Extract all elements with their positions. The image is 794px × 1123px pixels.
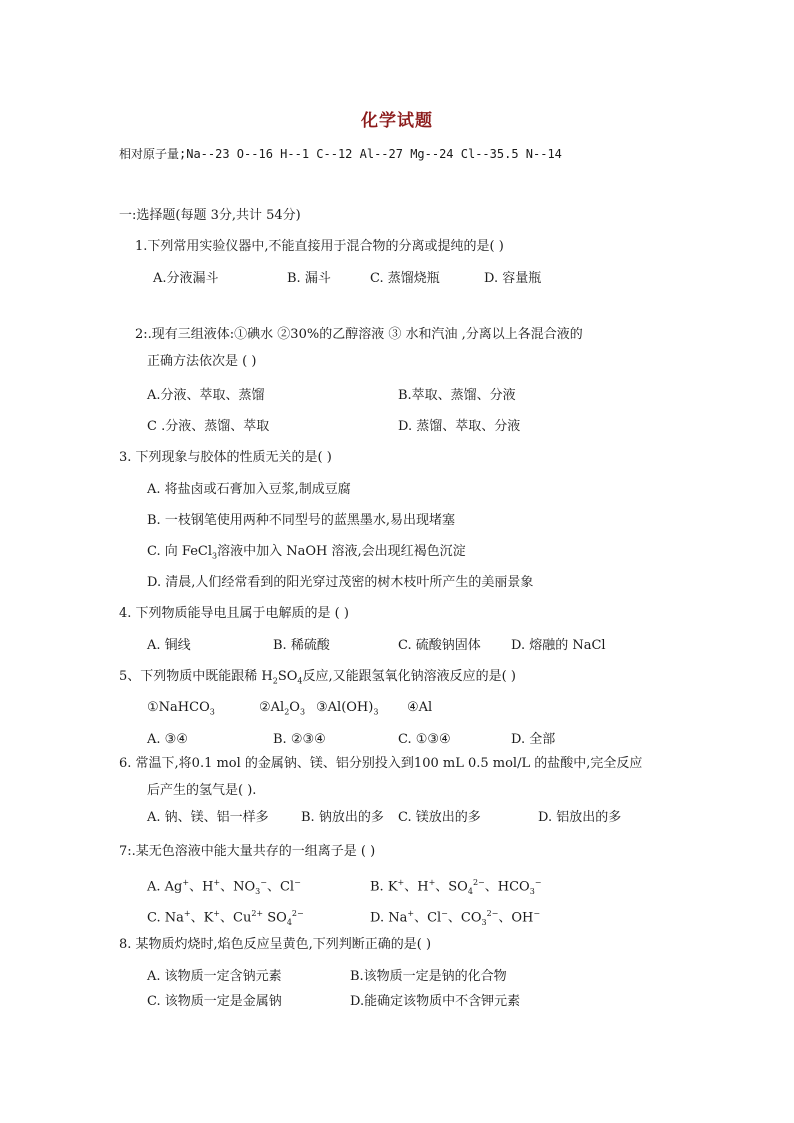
q2-option-a: A.分液、萃取、蒸馏 [147,388,265,403]
q1-option-d: D. 容量瓶 [484,271,542,286]
q6-option-d: D. 铝放出的多 [538,810,622,825]
q7-option-d: D. Na+、Cl−、$CO_3^{2-}$、OH− [370,909,541,927]
q3-option-c: C. 向 FeCl$_3$溶液中加入 NaOH 溶液,会出现红褐色沉淀 [147,544,466,561]
q8-option-c: C. 该物质一定是金属钠 [147,994,282,1009]
question-2-stem-line1: 2:.现有三组液体:①碘水 ②30%的乙醇溶液 ③ 水和汽油 ,分离以上各混合液的 [135,327,583,342]
q2-option-c: C .分液、蒸馏、萃取 [147,419,270,434]
question-6-stem-line2: 后产生的氢气是( ). [147,783,257,798]
atomic-masses-line: 相对原子量;Na--23 O--16 H--1 C--12 Al--27 Mg--24 Cl--35.5 N--14 [119,147,562,161]
q1-option-b: B. 漏斗 [287,271,331,286]
q5-item-1: ①NaHCO$_3$ [147,700,215,717]
q5-item-4: ④Al [407,700,433,715]
q8-option-b: B.该物质一定是钠的化合物 [350,969,507,984]
question-7-stem: 7:.某无色溶液中能大量共存的一组离子是 ( ) [119,844,376,859]
page-title: 化学试题 [361,111,433,131]
section-heading: 一:选择题(每题 3分,共计 54分) [119,208,301,223]
q2-option-b: B.萃取、蒸馏、分液 [398,388,516,403]
q6-option-a: A. 钠、镁、铝一样多 [147,810,269,825]
q1-option-c: C. 蒸馏烧瓶 [370,271,440,286]
q3-option-a: A. 将盐卤或石膏加入豆浆,制成豆腐 [147,482,351,497]
q5-option-d: D. 全部 [511,732,556,747]
question-4-stem: 4. 下列物质能导电且属于电解质的是 ( ) [119,606,349,621]
q4-option-b: B. 稀硫酸 [273,638,330,653]
question-6-stem-line1: 6. 常温下,将0.1 mol 的金属钠、镁、铝分别投入到100 mL 0.5 mol/L 的盐酸中,完全反应 [119,756,643,771]
q4-option-a: A. 铜线 [147,638,191,653]
q6-option-c: C. 镁放出的多 [398,810,481,825]
question-3-stem: 3. 下列现象与胶体的性质无关的是( ) [119,450,332,465]
q6-option-b: B. 钠放出的多 [301,810,384,825]
q7-option-c: C. Na+、K+、$Cu^{2+}$ $SO_4^{2-}$ [147,909,304,927]
q3-option-d: D. 清晨,人们经常看到的阳光穿过茂密的树木枝叶所产生的美丽景象 [147,575,534,590]
question-8-stem: 8. 某物质灼烧时,焰色反应呈黄色,下列判断正确的是( ) [119,937,432,952]
q7-option-a: A. Ag+、H+、$NO_3^-$、Cl− [147,878,301,896]
q5-option-a: A. ③④ [147,732,188,747]
q4-option-d: D. 熔融的 NaCl [511,638,606,653]
question-5-stem: 5、下列物质中既能跟稀 $H_2SO_4$反应,又能跟氢氧化钠溶液反应的是( ) [119,669,516,686]
q7-option-b: B. K+、H+、$SO_4^{2-}$、$HCO_3^-$ [370,878,542,896]
q5-item-3: $③Al(OH)_3$ [316,700,379,717]
q8-option-d: D.能确定该物质中不含钾元素 [350,994,521,1009]
q5-option-b: B. ②③④ [273,732,326,747]
q5-option-c: C. ①③④ [398,732,451,747]
q1-option-a: A.分液漏斗 [153,271,219,286]
q8-option-a: A. 该物质一定含钠元素 [147,969,282,984]
q3-option-b: B. 一枝钢笔使用两种不同型号的蓝黑墨水,易出现堵塞 [147,513,455,528]
question-2-stem-line2: 正确方法依次是 ( ) [147,354,257,369]
q2-option-d: D. 蒸馏、萃取、分液 [398,419,521,434]
q5-item-2: $②Al_2O_3$ [259,700,306,717]
question-1-stem: 1.下列常用实验仪器中,不能直接用于混合物的分离或提纯的是( ) [135,239,504,254]
q4-option-c: C. 硫酸钠固体 [398,638,481,653]
